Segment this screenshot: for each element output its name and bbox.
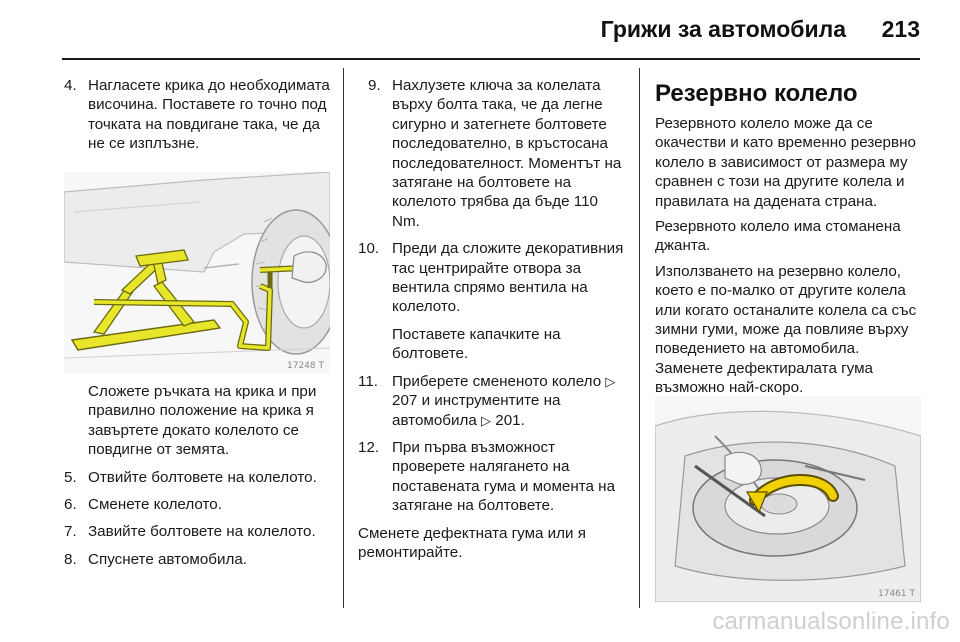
step-text: и инструментите на автомобила <box>392 392 561 429</box>
spare-wheel-drawing <box>655 396 921 602</box>
step-6 <box>64 495 330 514</box>
step-9 <box>358 76 630 231</box>
step-number: 4. <box>64 77 77 94</box>
step-7 <box>64 522 330 541</box>
figure-code: 17461 T <box>878 589 915 599</box>
step-number: 8. <box>64 550 77 568</box>
page-number: 213 <box>881 16 920 42</box>
step-text: Отвийте болтовете на колелото. <box>88 468 317 486</box>
jack-illustration <box>64 172 330 374</box>
step-number: 9. <box>368 77 381 94</box>
step-text: Нагласете крика до необходимата височина. Поставете го точно под точката на повдигане така, че да не се изплъзне. <box>88 77 330 153</box>
paragraph: Използването на резервно колело, което е по-малко от другите колела или когато останалите колела са със зимни гуми, може да повлияе върху поведението на автомобила. Заменете дефектиралата гума възможно най-скоро. <box>655 262 917 397</box>
step-10 <box>358 239 630 317</box>
step-10-note: Поставете капачките на болтовете. <box>392 325 561 363</box>
step-text: При първа възможност проверете налягането на поставената гума и момента на затягане на болтовете. <box>392 438 616 515</box>
figure-code: 17248 T <box>287 361 324 371</box>
step-text: Спуснете автомобила. <box>88 550 248 568</box>
closing-text: Сменете дефектната гума или я ремонтирайте. <box>358 524 586 561</box>
page-reference[interactable]: 207 <box>392 392 418 410</box>
step-4 <box>64 76 330 154</box>
step-5 <box>64 468 330 487</box>
page-title: Грижи за автомобила <box>600 16 846 42</box>
column-divider-left <box>343 68 344 608</box>
page-reference[interactable]: 201. <box>495 411 525 429</box>
paragraph: Резервното колело може да се окачестви и като временно резервно колело в зависимост от размера му сравнен с този на другите колела и правилата на дадената страна. <box>655 115 916 210</box>
page-header <box>0 0 960 62</box>
page-reference-icon[interactable]: ▷ <box>605 373 616 389</box>
step-8 <box>64 550 330 569</box>
step-4-note: Сложете ръчката на крика и при правилно положение на крика я завъртете докато колелото се повдигне от земята. <box>88 383 317 459</box>
step-text: Завийте болтовете на колелото. <box>88 523 316 541</box>
step-text: Преди да сложите декоративния тас центрирайте отвора за вентила спрямо вентила на колелото. <box>392 240 624 316</box>
spare-wheel-illustration <box>655 396 921 602</box>
column-divider-right <box>639 68 640 608</box>
step-12 <box>358 438 630 516</box>
right-column <box>655 80 925 404</box>
section-title: Резервно колело <box>655 80 858 107</box>
step-text: Сменете колелото. <box>88 496 222 514</box>
step-number: 12. <box>358 438 380 456</box>
step-11 <box>358 372 630 430</box>
step-number: 6. <box>64 496 77 514</box>
step-text: Приберете смененото колело <box>392 372 602 390</box>
header-rule <box>62 58 920 60</box>
watermark: carmanualsonline.info <box>712 608 950 635</box>
step-number: 10. <box>358 240 380 258</box>
step-number: 7. <box>64 523 77 541</box>
step-number: 11. <box>358 372 378 390</box>
page-reference-icon[interactable]: ▷ <box>481 412 492 428</box>
paragraph: Резервното колело има стоманена джанта. <box>655 218 901 255</box>
left-column-lower <box>64 382 330 577</box>
step-text: Нахлузете ключа за колелата върху болта така, че да легне сигурно и затегнете болтовете последователно, в кръстосана последователност. Моментът на затягане на болтовете на колелото трябва да бъде 110 Nm. <box>392 77 622 230</box>
left-column <box>64 76 330 162</box>
step-number: 5. <box>64 468 77 486</box>
middle-column <box>358 76 630 568</box>
jack-drawing <box>64 172 330 374</box>
